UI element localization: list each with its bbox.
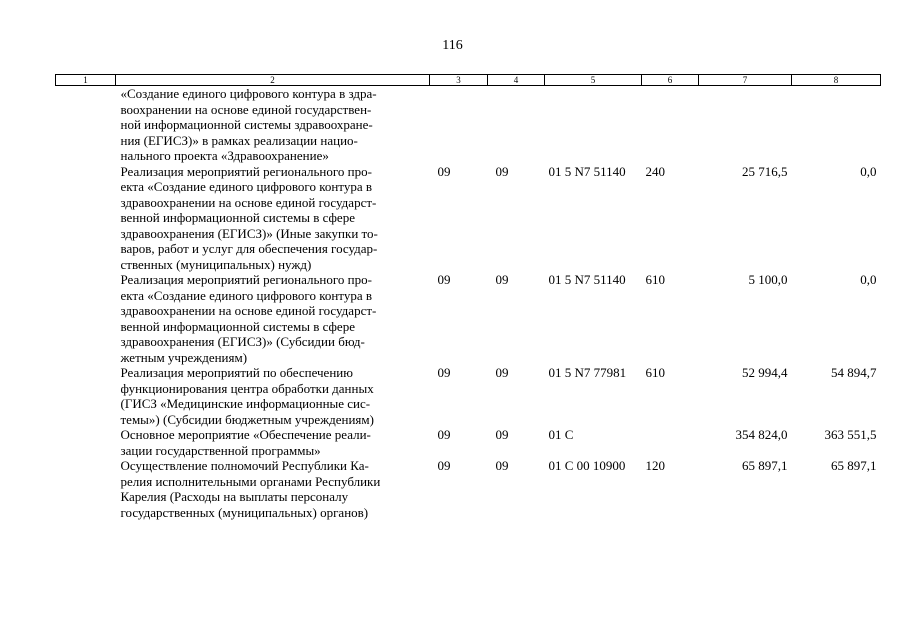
table-row (56, 164, 881, 273)
subsection-code: 09 (495, 458, 509, 473)
amount-year-1: 52 994,4 (742, 365, 788, 380)
empty-cell (56, 272, 116, 365)
empty-cell (56, 458, 116, 520)
empty-cell (56, 427, 116, 458)
item-name: Осуществление полномочий Республики Ка- релия исполнительными органами Республики Карелия (Расходы на выплаты персоналу государственных (муниципальных) органов) (120, 458, 381, 520)
subsection-code: 09 (495, 427, 509, 442)
section-code (430, 86, 488, 164)
expense-type-code (642, 86, 699, 164)
header-cell: 4 (488, 75, 545, 86)
empty-cell (56, 365, 116, 427)
header-cell: 1 (56, 75, 116, 86)
expense-type-code: 610 (645, 272, 665, 287)
expense-type-code: 240 (645, 163, 665, 179)
amount-year-1 (699, 86, 792, 164)
header-cell: 2 (116, 75, 430, 86)
amount-year-1: 25 716,5 (742, 163, 788, 179)
section-code: 09 (437, 458, 451, 473)
item-name: Основное мероприятие «Обеспечение реали- зации государственной программы» (120, 427, 371, 458)
target-article-code: 01 5 N7 77981 (548, 365, 627, 380)
section-code: 09 (437, 163, 451, 179)
table-row (56, 427, 881, 458)
amount-year-2 (792, 86, 881, 164)
section-code: 09 (437, 427, 451, 442)
table-row (56, 86, 881, 164)
target-article-code (545, 86, 642, 164)
item-name: Реализация мероприятий регионального про- екта «Создание единого цифрового контура в здравоохранении на основе единой государст- венной информационной системы в сфере здравоохранения (ЕГИСЗ)» (Иные закупки то- варов, работ и услуг для обеспечения государ- ственных (муниципальных) нужд) (120, 163, 378, 272)
target-article-code: 01 С (548, 427, 574, 442)
table-row (56, 458, 881, 520)
item-name: Реализация мероприятий по обеспечению функционирования центра обработки данных (ГИСЗ «Медицинские информационные сис- темы») (Субсидии бюджетным учреждениям) (120, 365, 374, 427)
target-article-code: 01 С 00 10900 (548, 458, 626, 473)
item-name: Реализация мероприятий регионального про- екта «Создание единого цифрового контура в здравоохранении на основе единой государст- венной информационной системы в сфере здравоохранения (ЕГИСЗ)» (Субсидии бюд- жетным учреждениям) (120, 272, 377, 365)
subsection-code: 09 (495, 163, 509, 179)
expense-type-code: 120 (645, 458, 665, 473)
item-name: «Создание единого цифрового контура в здра- воохранении на основе единой государствен- ной информационной системы здравоохране- ния (ЕГИСЗ)» в рамках реализации нацио- нального проекта «Здравоохранение» (120, 86, 377, 163)
subsection-code: 09 (495, 365, 509, 380)
header-cell: 5 (545, 75, 642, 86)
amount-year-2: 0,0 (860, 163, 877, 179)
amount-year-1: 65 897,1 (742, 458, 788, 473)
page-number: 116 (442, 38, 463, 53)
amount-year-2: 54 894,7 (831, 365, 877, 380)
expense-type-code: 610 (645, 365, 665, 380)
amount-year-1: 5 100,0 (748, 272, 788, 287)
table-row (56, 365, 881, 427)
budget-table (55, 74, 881, 520)
column-number-header (56, 75, 881, 86)
header-cell: 3 (430, 75, 488, 86)
header-cell: 8 (792, 75, 881, 86)
empty-cell (56, 164, 116, 273)
table-row (56, 272, 881, 365)
subsection-code: 09 (495, 272, 509, 287)
amount-year-2: 65 897,1 (831, 458, 877, 473)
amount-year-2: 363 551,5 (824, 427, 877, 442)
subsection-code (488, 86, 545, 164)
header-cell: 7 (699, 75, 792, 86)
empty-cell (56, 86, 116, 164)
target-article-code: 01 5 N7 51140 (548, 163, 626, 179)
expense-type-code (642, 427, 699, 458)
section-code: 09 (437, 272, 451, 287)
target-article-code: 01 5 N7 51140 (548, 272, 626, 287)
section-code: 09 (437, 365, 451, 380)
table-body (56, 86, 881, 521)
amount-year-2: 0,0 (860, 272, 877, 287)
amount-year-1: 354 824,0 (735, 427, 788, 442)
header-cell: 6 (642, 75, 699, 86)
